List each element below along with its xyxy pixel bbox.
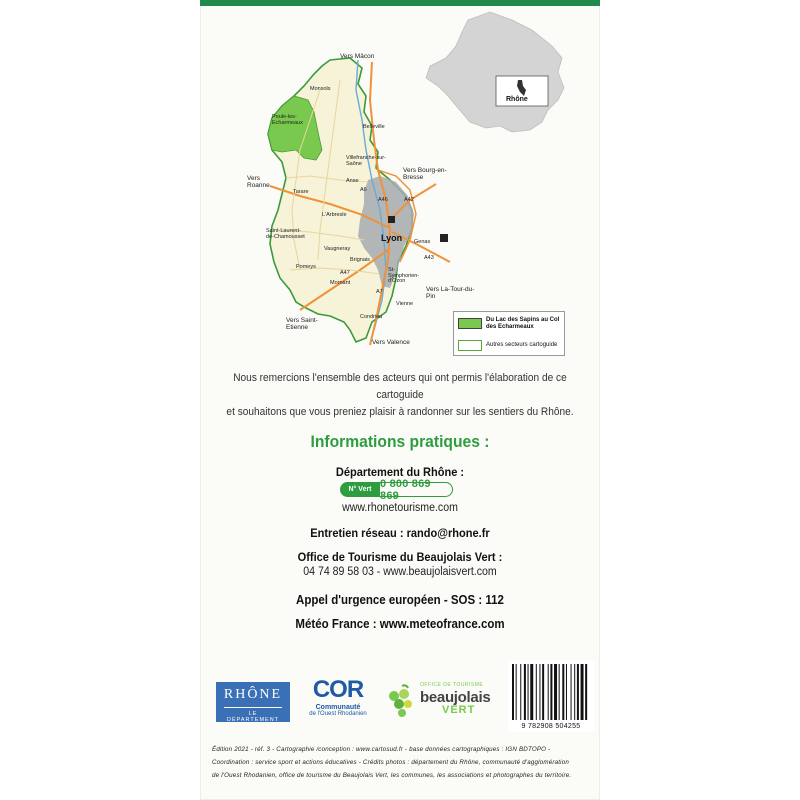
logo-bv-vert: VERT — [442, 704, 476, 716]
label-condrieu: Condrieu — [360, 314, 383, 320]
label-monsols: Monsols — [310, 86, 331, 92]
office-contact: 04 74 89 58 03 - www.beaujolaisvert.com — [303, 566, 497, 578]
legend-swatch-light — [458, 340, 482, 351]
legend-swatch-green — [458, 318, 482, 329]
label-road-a46: A46 — [378, 197, 388, 203]
numero-vert-badge — [340, 477, 453, 502]
label-belleville: Belleville — [363, 124, 385, 130]
label-lyon: Lyon — [381, 233, 403, 243]
legend-label-main-sector: Du Lac des Sapins au Col des Echarmeaux — [486, 317, 560, 330]
logo-bv-name: beaujolais — [420, 689, 491, 706]
map-legend — [453, 311, 565, 356]
legend-label-other-sectors: Autres secteurs cartoguide — [486, 342, 558, 349]
logo-rhone-departement — [216, 682, 290, 722]
thanks-line-2: et souhaitons que vous preniez plaisir à randonner sur les sentiers du Rhône. — [226, 406, 574, 418]
inset-label-rhone: Rhône — [506, 96, 528, 103]
logo-bv-office: OFFICE DE TOURISME — [420, 682, 484, 688]
label-road-a47: A47 — [340, 270, 350, 276]
logo-cor-line2: de l'Ouest Rhodanien — [309, 711, 367, 717]
logo-rhone-text: RHÔNE — [223, 687, 283, 702]
label-pomeys: Pomeys — [296, 264, 316, 270]
credits-line-3: de l'Ouest Rhodanien, office de tourisme du Beaujolais Vert, les communes, les associations et photographes du territoire. — [212, 772, 572, 779]
thanks-line-1: Nous remercions l'ensemble des acteurs qui ont permis l'élaboration de ce cartoguide — [233, 372, 567, 401]
credits-line-1: Édition 2021 - réf. 3 - Cartographie /conception : www.cartosud.fr - base données cartographiques : IGN BDTOPO - — [212, 746, 551, 753]
label-stsymphorien: St-Symphorien-d'Ozon — [388, 267, 420, 284]
label-vers-valence: Vers Valence — [372, 339, 410, 346]
label-mornant: Mornant — [330, 280, 351, 286]
label-vers-macon: Vers Mâcon — [340, 53, 375, 60]
label-villefranche: Villefranche-sur-Saône — [346, 155, 386, 167]
label-vers-bourg: Vers Bourg-en-Bresse — [403, 167, 447, 181]
label-road-a6: A6 — [360, 187, 367, 193]
credits-line-2: Coordination : service sport et actions éducatives - Crédits photos : département du Rhône, communauté d'agglomération — [212, 759, 570, 766]
info-title: Informations pratiques : — [310, 432, 490, 451]
logo-cor-mark: COR — [312, 676, 364, 703]
guide-back-cover — [200, 0, 600, 800]
barcode-bars — [508, 660, 594, 722]
logo-cor — [298, 676, 378, 726]
label-arbresle: L'Arbresle — [322, 212, 347, 218]
numero-vert-number: 0 800 869 869 — [380, 482, 453, 497]
label-brignais: Brignais — [350, 257, 370, 263]
airport-marker-1 — [440, 234, 448, 242]
isbn-barcode — [508, 660, 594, 732]
credits-block — [212, 743, 592, 782]
label-road-a43: A43 — [424, 255, 434, 261]
logo-cor-line1: Communauté — [315, 704, 361, 711]
label-vers-roanne: Vers Roanne — [247, 175, 270, 189]
barcode-number: 9 782908 504255 — [521, 723, 581, 730]
label-vers-tourdupin: Vers La-Tour-du-Pin — [426, 286, 475, 300]
logo-beaujolais-vert — [384, 682, 496, 722]
dept-website: www.rhonetourisme.com — [342, 502, 458, 514]
label-genas: Genas — [414, 239, 431, 245]
label-vienne: Vienne — [396, 301, 414, 307]
france-inset-outline — [426, 12, 564, 132]
label-vers-stetienne: Vers Saint-Etienne — [286, 317, 318, 331]
numero-vert-label: N° Vert — [340, 482, 380, 497]
legend-item-main-sector — [458, 317, 560, 331]
label-tarare: Tarare — [293, 189, 309, 195]
beaujolais-grape-icon — [384, 682, 418, 722]
airport-marker-2 — [388, 216, 395, 223]
label-echarmeaux: Poule-les-Echarmeaux — [272, 114, 303, 126]
thanks-paragraph — [216, 370, 584, 421]
label-anse: Anse — [346, 178, 359, 184]
urgence-line: Appel d'urgence européen - SOS : 112 — [296, 593, 504, 607]
meteo-line: Météo France : www.meteofrance.com — [295, 617, 505, 631]
entretien-reseau: Entretien réseau : rando@rhone.fr — [310, 526, 490, 540]
dept-label: Département du Rhône : — [335, 465, 465, 479]
label-road-a7: A7 — [376, 289, 383, 295]
office-label: Office de Tourisme du Beaujolais Vert : — [297, 550, 503, 564]
logo-rhone-subtext: LE DÉPARTEMENT — [224, 707, 282, 723]
label-chamousset: Saint-Laurent-de-Chamousset — [266, 228, 305, 240]
label-vaugneray: Vaugneray — [324, 246, 351, 252]
legend-item-other-sectors — [458, 340, 557, 351]
label-road-a42: A42 — [404, 197, 414, 203]
